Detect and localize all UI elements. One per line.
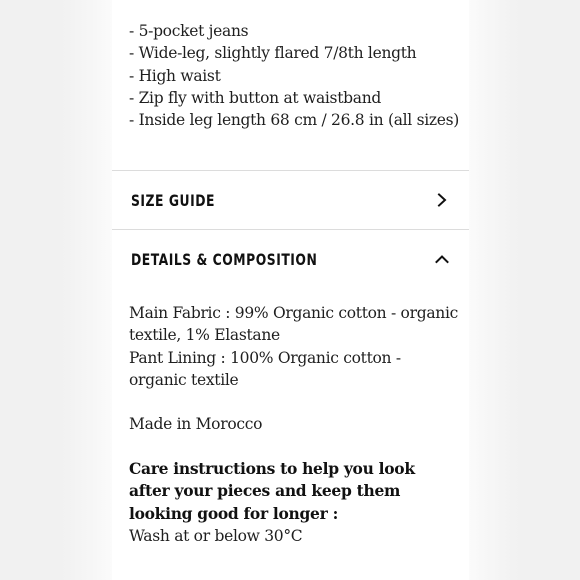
- details-composition-accordion[interactable]: [112, 230, 469, 288]
- care-heading: Care instructions to help you look after your pieces and keep them looking good for longer :: [129, 459, 415, 523]
- feature-item: - 5-pocket jeans: [129, 22, 249, 40]
- chevron-right-icon: [435, 193, 449, 207]
- size-guide-title: SIZE GUIDE: [131, 190, 215, 210]
- composition-pant-lining: Pant Lining : 100% Organic cotton - organic textile: [129, 348, 401, 389]
- chevron-up-icon: [435, 252, 449, 266]
- feature-item: - Wide-leg, slightly flared 7/8th length: [129, 44, 417, 63]
- feature-item: - Inside leg length 68 cm / 26.8 in (all sizes): [129, 111, 460, 130]
- feature-list: [129, 20, 459, 131]
- product-info-panel: [112, 0, 469, 580]
- details-composition-title: DETAILS & COMPOSITION: [131, 249, 318, 269]
- details-composition-content: [129, 302, 459, 547]
- right-gutter: [469, 0, 580, 580]
- left-gutter: [0, 0, 112, 580]
- care-line: Wash at or below 30°C: [129, 526, 303, 545]
- size-guide-accordion[interactable]: [112, 171, 469, 229]
- feature-item: - High waist: [129, 66, 221, 85]
- origin-text: Made in Morocco: [129, 415, 263, 434]
- composition-main-fabric: Main Fabric : 99% Organic cotton - organic textile, 1% Elastane: [129, 304, 458, 345]
- feature-item: - Zip fly with button at waistband: [129, 88, 381, 107]
